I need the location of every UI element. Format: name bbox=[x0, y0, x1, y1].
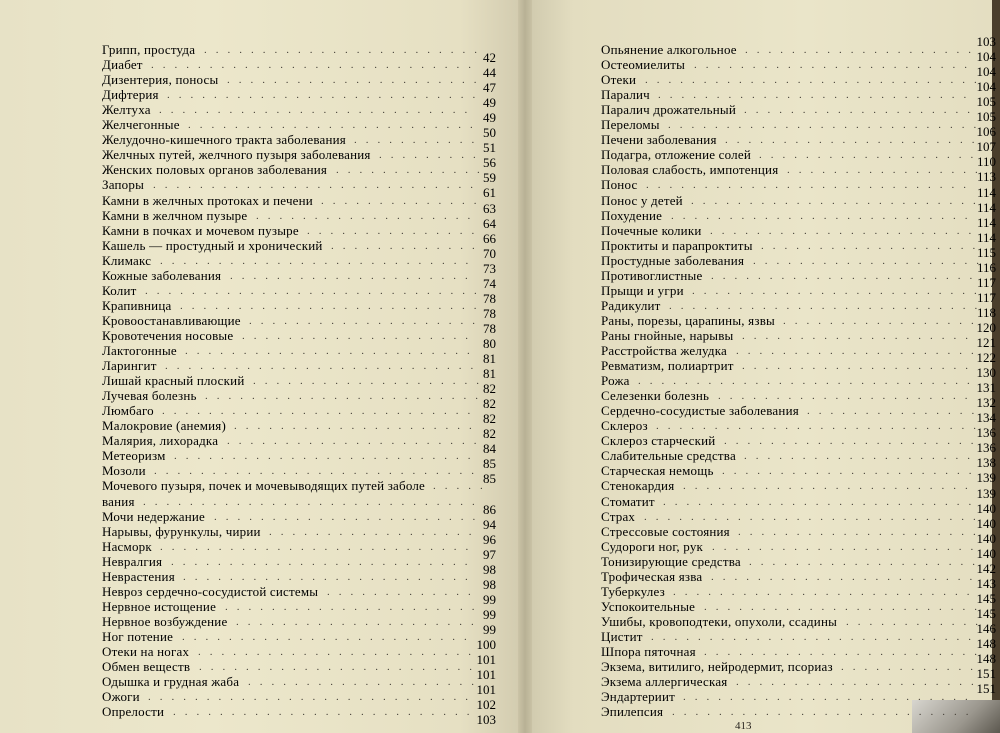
entry-page-number: 103 bbox=[976, 34, 996, 49]
entry-page-number: 100 bbox=[476, 636, 496, 652]
entry-title: Запоры bbox=[102, 177, 145, 193]
entry-title: Почечные колики bbox=[601, 222, 702, 238]
dot-leader: ........................... bbox=[658, 89, 976, 102]
entry-page-number: 115 bbox=[976, 244, 996, 260]
dot-leader: ...................... bbox=[718, 390, 977, 403]
dot-leader: ............................ bbox=[656, 420, 985, 433]
dot-leader: ........................ bbox=[704, 600, 986, 613]
entry-page-number: 61 bbox=[483, 185, 496, 201]
entry-title: Шпора пяточная bbox=[601, 644, 696, 659]
index-entry-right bbox=[601, 703, 996, 720]
entry-title: Опьянение алкогольное bbox=[601, 42, 737, 57]
dot-leader: ............................. bbox=[143, 495, 484, 508]
entry-title: Туберкулез bbox=[601, 583, 665, 599]
entry-page-number: 104 bbox=[976, 49, 996, 65]
entry-title: Кровоостанавливающие bbox=[102, 312, 241, 328]
dot-leader: ....................... bbox=[214, 510, 485, 523]
entry-title: Экзема, витилиго, нейродермит, псориаз bbox=[601, 659, 833, 675]
dot-leader: .................. bbox=[269, 525, 481, 538]
entry-page-number: 136 bbox=[976, 425, 996, 441]
entry-page-number: 101 bbox=[476, 652, 496, 667]
entry-title: Раны гнойные, нарывы bbox=[601, 327, 734, 343]
dot-leader: .................... bbox=[744, 104, 979, 117]
entry-title: Желчных путей, желчного пузыря заболевания bbox=[102, 147, 371, 163]
entry-page-number: 56 bbox=[483, 155, 496, 171]
dot-leader: ......................... bbox=[188, 119, 482, 132]
dot-leader: ............................ bbox=[646, 179, 975, 192]
entry-page-number: 80 bbox=[483, 335, 496, 351]
dot-leader: ........................... bbox=[160, 540, 478, 553]
dot-leader: ........................... bbox=[165, 360, 483, 373]
dot-leader: .......................... bbox=[171, 555, 477, 568]
dot-leader: ...................... bbox=[725, 134, 984, 147]
entry-page-number: 105 bbox=[976, 94, 996, 110]
entry-page-number: 106 bbox=[976, 124, 996, 140]
dot-leader: ............................. bbox=[638, 375, 979, 388]
entry-title: Подагра, отложение солей bbox=[601, 147, 751, 163]
entry-title: Экзема аллергическая bbox=[601, 674, 728, 690]
index-entry-left bbox=[102, 703, 496, 728]
entry-page-number: 49 bbox=[483, 110, 496, 126]
entry-title: Стрессовые состояния bbox=[601, 523, 730, 539]
dot-leader: ............................ bbox=[153, 179, 482, 192]
entry-title: Раны, порезы, царапины, язвы bbox=[601, 312, 775, 328]
dot-leader: ............................ bbox=[148, 691, 477, 704]
entry-title: Нервное истощение bbox=[102, 598, 217, 614]
entry-title: Одышка и грудная жаба bbox=[102, 674, 240, 690]
entry-title: Климакс bbox=[102, 252, 152, 268]
entry-page-number: 113 bbox=[976, 169, 996, 185]
page-number: 413 bbox=[735, 720, 752, 732]
entry-title: Тонизирующие средства bbox=[601, 553, 741, 569]
dot-leader: ...................... bbox=[227, 74, 486, 87]
dot-leader: ........................... bbox=[162, 405, 480, 418]
dot-leader: ................. bbox=[783, 314, 983, 327]
dot-leader: .......................... bbox=[180, 299, 486, 312]
entry-title: Кожные заболевания bbox=[102, 267, 222, 283]
dot-leader: ............................. bbox=[645, 74, 986, 87]
dot-leader: ................... bbox=[256, 209, 480, 222]
entry-page-number: 78 bbox=[483, 305, 496, 321]
entry-title: Понос bbox=[601, 177, 638, 193]
entry-title: Камни в почках и мочевом пузыре bbox=[102, 222, 299, 238]
entry-page-number: 81 bbox=[483, 351, 496, 366]
entry-page-number: 82 bbox=[483, 411, 496, 427]
entry-title: Дифтерия bbox=[102, 87, 159, 103]
entry-title: Ожоги bbox=[102, 689, 140, 705]
entry-page-number: 85 bbox=[483, 456, 496, 472]
dot-leader: ..................... bbox=[234, 420, 481, 433]
entry-page-number: 140 bbox=[976, 530, 996, 546]
entry-title: Сердечно-сосудистые заболевания bbox=[601, 403, 799, 419]
dot-leader: ..................... bbox=[236, 615, 483, 628]
entry-page-number: 81 bbox=[483, 366, 496, 382]
entry-page-number: 121 bbox=[976, 335, 996, 350]
entry-title: Отеки bbox=[601, 72, 637, 88]
entry-page-number: 82 bbox=[483, 426, 496, 442]
dot-leader: ............. bbox=[336, 164, 489, 177]
entry-title: Желтуха bbox=[102, 102, 151, 118]
entry-title: Страх bbox=[601, 508, 636, 524]
dot-leader: .................... bbox=[242, 329, 477, 342]
entry-page-number: 51 bbox=[483, 140, 496, 156]
entry-page-number: 114 bbox=[976, 199, 996, 215]
entry-page-number: 139 bbox=[976, 485, 996, 501]
dot-leader: ........................ bbox=[198, 646, 480, 658]
dot-leader: .................... bbox=[749, 555, 984, 568]
dot-leader: ....................... bbox=[712, 540, 983, 553]
dot-leader: ............ bbox=[841, 661, 982, 674]
entry-page-number: 74 bbox=[483, 275, 496, 291]
entry-title: Ревматизм, полиартрит bbox=[601, 358, 734, 374]
entry-title: Ног потение bbox=[102, 628, 174, 644]
entry-title: Мочи недержание bbox=[102, 508, 206, 524]
entry-title: Остеомиелиты bbox=[601, 57, 686, 73]
entry-page-number: 94 bbox=[483, 516, 496, 532]
entry-title: Нервное возбуждение bbox=[102, 613, 228, 629]
entry-page-number: 49 bbox=[483, 95, 496, 111]
entry-page-number: 107 bbox=[976, 139, 996, 155]
entry-title: Кашель — простудный и хронический bbox=[102, 237, 323, 253]
entry-title: Понос у детей bbox=[601, 192, 683, 208]
entry-page-number: 66 bbox=[483, 230, 496, 246]
dot-leader: ............. bbox=[331, 239, 484, 252]
entry-page-number: 117 bbox=[976, 289, 996, 305]
entry-page-number: 101 bbox=[476, 682, 496, 698]
entry-title: Обмен веществ bbox=[102, 659, 191, 675]
entry-page-number: 114 bbox=[976, 184, 996, 200]
dot-leader: .............. bbox=[321, 194, 486, 207]
entry-title: Ушибы, кровоподтеки, опухоли, ссадины bbox=[601, 613, 838, 629]
entry-page-number: 142 bbox=[976, 560, 996, 576]
dot-leader: ........................... bbox=[160, 254, 478, 267]
entry-title: Цистит bbox=[601, 628, 643, 644]
entry-title: Расстройства желудка bbox=[601, 343, 728, 358]
dot-leader: ....................... bbox=[711, 570, 982, 583]
dot-leader: .................... bbox=[744, 450, 979, 463]
dot-leader: ............................. bbox=[644, 510, 985, 523]
entry-title: Камни в желчном пузыре bbox=[102, 207, 248, 223]
entry-page-number: 146 bbox=[976, 620, 996, 636]
entry-page-number: 78 bbox=[483, 320, 496, 336]
entry-title: Лучевая болезнь bbox=[102, 388, 197, 404]
entry-page-number: 97 bbox=[483, 546, 496, 562]
entry-title: Камни в желчных протоках и печени bbox=[102, 192, 313, 208]
entry-title: Половая слабость, импотенция bbox=[601, 162, 779, 178]
entry-title: Похудение bbox=[601, 207, 663, 223]
dot-leader: ..................... bbox=[738, 525, 985, 538]
entry-title: вания bbox=[102, 493, 135, 509]
dot-leader: ........................... bbox=[668, 119, 986, 132]
entry-page-number: 148 bbox=[976, 651, 996, 667]
entry-page-number: 145 bbox=[976, 590, 996, 606]
entry-title: Рожа bbox=[601, 373, 630, 389]
dot-leader: ...................... bbox=[724, 435, 983, 448]
entry-title: Переломы bbox=[601, 117, 660, 133]
dot-leader: ................... bbox=[761, 239, 985, 252]
dot-leader: ................. bbox=[787, 164, 987, 177]
dot-leader: ......................... bbox=[183, 570, 477, 583]
dot-leader: ........................ bbox=[694, 59, 976, 72]
dot-leader: ............ bbox=[846, 615, 987, 628]
entry-page-number: 143 bbox=[976, 575, 996, 591]
entry-page-number: 131 bbox=[976, 380, 996, 396]
entry-page-number: 70 bbox=[483, 245, 496, 261]
dot-leader: .................... bbox=[253, 375, 488, 388]
entry-page-number: 47 bbox=[483, 80, 496, 96]
entry-title: Мочевого пузыря, почек и мочевыводящих путей заболе bbox=[102, 478, 425, 494]
entry-title: Эндартериит bbox=[601, 689, 675, 705]
dot-leader: ................... bbox=[759, 149, 983, 162]
entry-title: Лишай красный плоский bbox=[102, 373, 245, 389]
dot-leader: ............................. bbox=[145, 284, 486, 297]
entry-page-number: 98 bbox=[483, 561, 496, 577]
dot-leader: ....................... bbox=[710, 224, 981, 237]
entry-title: Невроз сердечно-сосудистой системы bbox=[102, 583, 319, 599]
entry-page-number: 104 bbox=[976, 64, 996, 80]
entry-title: Успокоительные bbox=[601, 598, 696, 614]
entry-page-number: 85 bbox=[483, 471, 496, 487]
entry-title: Люмбаго bbox=[102, 403, 154, 419]
entry-page-number: 63 bbox=[483, 200, 496, 216]
entry-page-number: 99 bbox=[483, 606, 496, 622]
entry-page-number: 99 bbox=[483, 621, 496, 637]
entry-page-number: 64 bbox=[483, 215, 496, 231]
dot-leader: ......................... bbox=[683, 691, 977, 704]
entry-title: Стоматит bbox=[601, 493, 655, 509]
dot-leader: .................... bbox=[248, 676, 483, 689]
entry-page-number: 99 bbox=[483, 591, 496, 607]
dot-leader: ......................... bbox=[182, 630, 476, 643]
entry-page-number: 86 bbox=[483, 501, 496, 517]
dot-leader: .......................... bbox=[673, 585, 979, 598]
entry-title: Трофическая язва bbox=[601, 568, 703, 584]
dot-leader: ......................... bbox=[683, 480, 977, 493]
entry-title: Колит bbox=[102, 282, 137, 298]
entry-title: Неврастения bbox=[102, 568, 175, 584]
entry-page-number: 140 bbox=[976, 545, 996, 561]
entry-page-number: 82 bbox=[483, 396, 496, 412]
dot-leader: ............. bbox=[327, 585, 480, 598]
entry-page-number: 44 bbox=[483, 65, 496, 81]
entry-title: Лактогонные bbox=[102, 343, 177, 358]
dot-leader: ..................... bbox=[736, 676, 983, 689]
entry-page-number: 82 bbox=[483, 381, 496, 397]
entry-page-number: 114 bbox=[976, 214, 996, 230]
dot-leader: .................... bbox=[742, 360, 977, 373]
dot-leader: ......................... bbox=[185, 345, 479, 357]
entry-title: Невралгия bbox=[102, 553, 163, 569]
entry-page-number: 118 bbox=[976, 304, 996, 320]
entry-title: Малярия, лихорадка bbox=[102, 433, 219, 449]
entry-title: Желчегонные bbox=[102, 117, 180, 133]
dot-leader: .................... bbox=[753, 254, 988, 267]
entry-page-number: 139 bbox=[976, 470, 996, 486]
entry-title: Прыщи и угри bbox=[601, 282, 684, 298]
entry-title: Метеоризм bbox=[102, 448, 166, 464]
entry-page-number: 103 bbox=[476, 712, 496, 728]
dot-leader: ...................... bbox=[722, 465, 981, 478]
entry-title: Склероз старческий bbox=[601, 433, 716, 449]
entry-title: Слабительные средства bbox=[601, 448, 736, 464]
dot-leader: ...................... bbox=[227, 435, 486, 448]
entry-page-number: 140 bbox=[976, 500, 996, 516]
entry-title: Паралич дрожательный bbox=[601, 102, 736, 118]
entry-title: Склероз bbox=[601, 418, 648, 434]
book-gutter bbox=[518, 0, 532, 733]
entry-page-number: 98 bbox=[483, 576, 496, 592]
entry-page-number: 116 bbox=[976, 259, 996, 275]
entry-page-number: 145 bbox=[976, 605, 996, 621]
dot-leader: ............................ bbox=[154, 465, 483, 478]
dot-leader: ......... bbox=[379, 149, 485, 162]
entry-title: Диабет bbox=[102, 57, 143, 73]
entry-page-number: 101 bbox=[476, 667, 496, 683]
dot-leader: ........................... bbox=[663, 495, 981, 508]
dot-leader: .......................... bbox=[174, 450, 480, 463]
entry-title: Селезенки болезнь bbox=[601, 388, 710, 404]
entry-title: Печени заболевания bbox=[601, 132, 717, 148]
dot-leader: .......................... bbox=[173, 706, 479, 719]
dot-leader: .......................... bbox=[672, 706, 978, 719]
entry-page-number: 134 bbox=[976, 410, 996, 426]
entry-page-number: 136 bbox=[976, 440, 996, 456]
entry-title: Старческая немощь bbox=[601, 463, 714, 479]
dot-leader: ............... bbox=[807, 405, 984, 418]
dot-leader: ........................ bbox=[199, 661, 481, 674]
entry-page-number: 114 bbox=[976, 229, 996, 245]
entry-page-number: 117 bbox=[976, 274, 996, 290]
dot-leader: .................... bbox=[249, 314, 484, 327]
dot-leader: ........... bbox=[354, 134, 484, 147]
entry-title: Желудочно-кишечного тракта заболевания bbox=[102, 132, 346, 148]
entry-title: Эпилепсия bbox=[601, 704, 664, 720]
entry-title: Нарывы, фурункулы, чирии bbox=[102, 523, 261, 539]
entry-title: Радикулит bbox=[601, 297, 661, 313]
entry-title: Женских половых органов заболевания bbox=[102, 162, 328, 178]
entry-page-number: 151 bbox=[976, 681, 996, 697]
dot-leader: ........................ bbox=[204, 44, 486, 56]
entry-page-number: 102 bbox=[476, 697, 496, 713]
dot-leader: ............................ bbox=[151, 59, 480, 72]
entry-title: Противоглистные bbox=[601, 267, 703, 283]
entry-page-number: 132 bbox=[976, 395, 996, 411]
dot-leader: ........................... bbox=[167, 89, 485, 102]
entry-title: Паралич bbox=[601, 87, 650, 103]
entry-page-number: 110 bbox=[976, 154, 996, 170]
entry-page-number: 84 bbox=[483, 441, 496, 457]
entry-title: Малокровие (анемия) bbox=[102, 418, 226, 434]
dot-leader: ............................ bbox=[651, 630, 980, 643]
dot-leader: ............... bbox=[307, 224, 484, 237]
entry-title: Грипп, простуда bbox=[102, 42, 196, 57]
entry-title: Отеки на ногах bbox=[102, 644, 190, 659]
entry-page-number: 104 bbox=[976, 79, 996, 95]
entry-title: Ларингит bbox=[102, 358, 157, 374]
dot-leader: ..................... bbox=[736, 345, 983, 357]
entry-page-number: 96 bbox=[483, 531, 496, 547]
entry-title: Простудные заболевания bbox=[601, 252, 745, 268]
entry-page-number: 140 bbox=[976, 515, 996, 531]
entry-title: Дизентерия, поносы bbox=[102, 72, 219, 88]
dot-leader: ...................... bbox=[225, 600, 484, 613]
entry-title: Кровотечения носовые bbox=[102, 327, 234, 343]
dot-leader: ........................... bbox=[669, 299, 987, 312]
entry-title: Мозоли bbox=[102, 463, 146, 479]
entry-title: Опрелости bbox=[102, 704, 165, 720]
dot-leader: .......................... bbox=[671, 209, 977, 222]
entry-page-number: 151 bbox=[976, 666, 996, 682]
entry-page-number: 148 bbox=[976, 636, 996, 651]
dot-leader: ........................ bbox=[205, 390, 487, 403]
entry-page-number: 138 bbox=[976, 455, 996, 471]
dot-leader: ..................... bbox=[230, 269, 477, 282]
entry-page-number: 50 bbox=[483, 125, 496, 141]
entry-page-number: 59 bbox=[483, 170, 496, 186]
dot-leader: ......................... bbox=[691, 194, 985, 207]
dot-leader: .................... bbox=[742, 329, 977, 342]
entry-page-number: 122 bbox=[976, 350, 996, 366]
dot-leader: ......................... bbox=[692, 284, 986, 297]
dot-leader: .................... bbox=[745, 44, 980, 56]
entry-title: Насморк bbox=[102, 538, 152, 554]
entry-title: Крапивница bbox=[102, 297, 172, 313]
dot-leader: ..... bbox=[433, 480, 492, 493]
entry-page-number: 42 bbox=[483, 50, 496, 65]
entry-page-number: 120 bbox=[976, 319, 996, 335]
entry-page-number: 130 bbox=[976, 365, 996, 381]
entry-title: Стенокардия bbox=[601, 478, 675, 494]
entry-page-number: 105 bbox=[976, 109, 996, 125]
dot-leader: ........................ bbox=[704, 646, 986, 658]
dot-leader: ........................... bbox=[159, 104, 477, 117]
entry-page-number: 73 bbox=[483, 260, 496, 276]
entry-page-number: 78 bbox=[483, 290, 496, 306]
entry-title: Проктиты и парапроктиты bbox=[601, 237, 753, 253]
dot-leader: ....................... bbox=[711, 269, 982, 282]
entry-title: Судороги ног, рук bbox=[601, 538, 704, 554]
